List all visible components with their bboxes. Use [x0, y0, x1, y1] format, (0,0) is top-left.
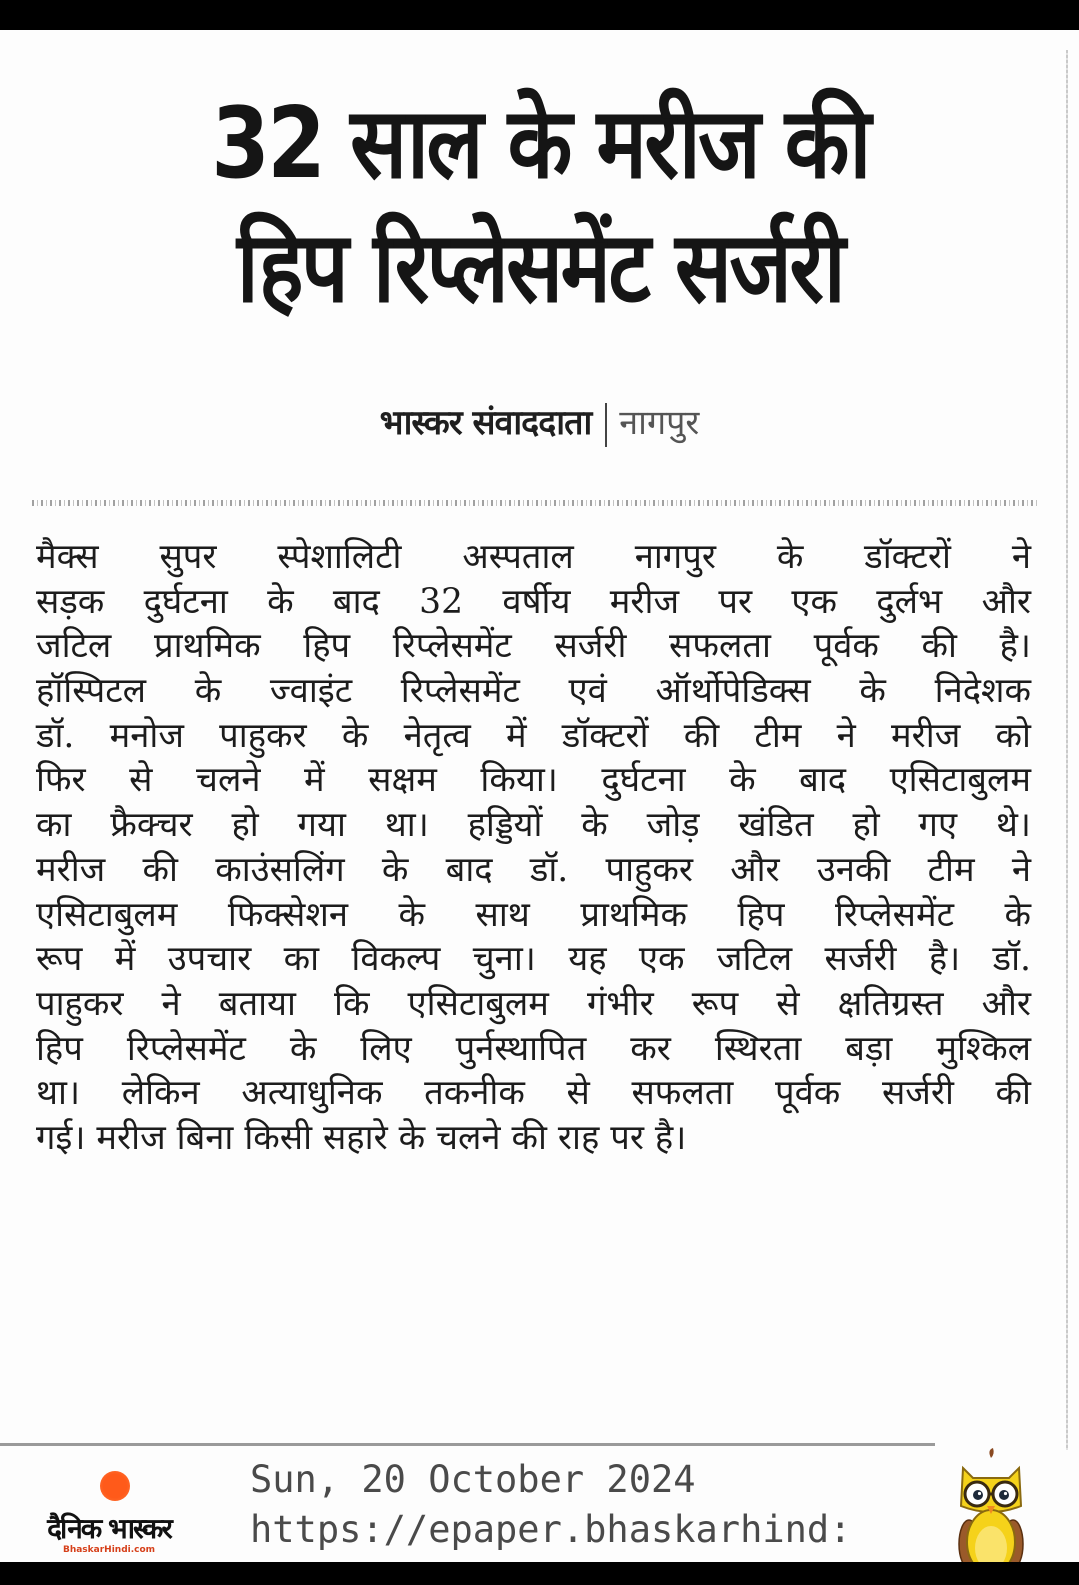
column-divider — [1066, 50, 1068, 1450]
article-body — [36, 535, 1031, 1161]
byline-city: नागपुर — [619, 403, 700, 443]
body-line: मैक्स सुपर स्पेशालिटी अस्पताल नागपुर के डॉक्टरों ने — [36, 537, 1031, 577]
body-line: फिर से चलने में सक्षम किया। दुर्घटना के बाद एसिटाबुलम — [36, 760, 1031, 801]
body-line: हॉस्पिटल के ज्वाइंट रिप्लेसमेंट एवं ऑर्थोपेडिक्स के निदेशक — [36, 671, 1031, 712]
body-line: एसिटाबुलम फिक्सेशन के साथ प्राथमिक हिप रिप्लेसमेंट के — [36, 894, 1031, 935]
body-line: डॉ. मनोज पाहुकर के नेतृत्व में डॉक्टरों की टीम ने मरीज को — [36, 715, 1031, 756]
footer-divider — [0, 1443, 935, 1446]
epaper-url[interactable]: https://epaper.bhaskarhind: — [250, 1508, 852, 1551]
sun-icon — [100, 1471, 130, 1501]
owl-icon — [955, 1448, 1027, 1578]
body-line: सड़क दुर्घटना के बाद 32 वर्षीय मरीज पर एक दुर्लभ और — [36, 581, 1031, 622]
byline-separator — [605, 403, 607, 447]
dotted-divider — [32, 500, 1037, 506]
newspaper-clipping — [0, 30, 1079, 1562]
dainik-bhaskar-logo — [14, 1465, 204, 1555]
headline — [136, 82, 944, 330]
body-line: हिप रिप्लेसमेंट के लिए पुर्नस्थापित कर स्थिरता बड़ा मुश्किल — [36, 1028, 1031, 1069]
byline — [0, 398, 1079, 447]
logo-name: दैनिक भास्कर — [47, 1512, 171, 1545]
publication-date: Sun, 20 October 2024 — [250, 1458, 696, 1501]
body-line: मरीज की काउंसलिंग के बाद डॉ. पाहुकर और उनकी टीम ने — [36, 849, 1031, 890]
headline-line-2: हिप रिप्लेसमेंट सर्जरी — [236, 211, 844, 325]
logo-tagline: BhaskarHindi.com — [62, 1545, 156, 1555]
epaper-stamp — [250, 1455, 851, 1555]
byline-author: भास्कर संवाददाता — [379, 403, 592, 443]
body-line: पाहुकर ने बताया कि एसिटाबुलम गंभीर रूप से क्षतिग्रस्त और — [36, 983, 1031, 1024]
body-line: गई। मरीज बिना किसी सहारे के चलने की राह पर है। — [36, 1117, 687, 1158]
bottom-bar — [0, 1562, 1079, 1585]
body-line: था। लेकिन अत्याधुनिक तकनीक से सफलता पूर्वक सर्जरी की — [36, 1073, 1031, 1114]
body-line: जटिल प्राथमिक हिप रिप्लेसमेंट सर्जरी सफलता पूर्वक की है। — [36, 626, 1031, 667]
body-line: रूप में उपचार का विकल्प चुना। यह एक जटिल सर्जरी है। डॉ. — [36, 939, 1031, 980]
body-line: का फ्रैक्चर हो गया था। हड्डियों के जोड़ खंडित हो गए थे। — [36, 805, 1031, 846]
headline-line-1: 32 साल के मरीज की — [211, 87, 869, 201]
